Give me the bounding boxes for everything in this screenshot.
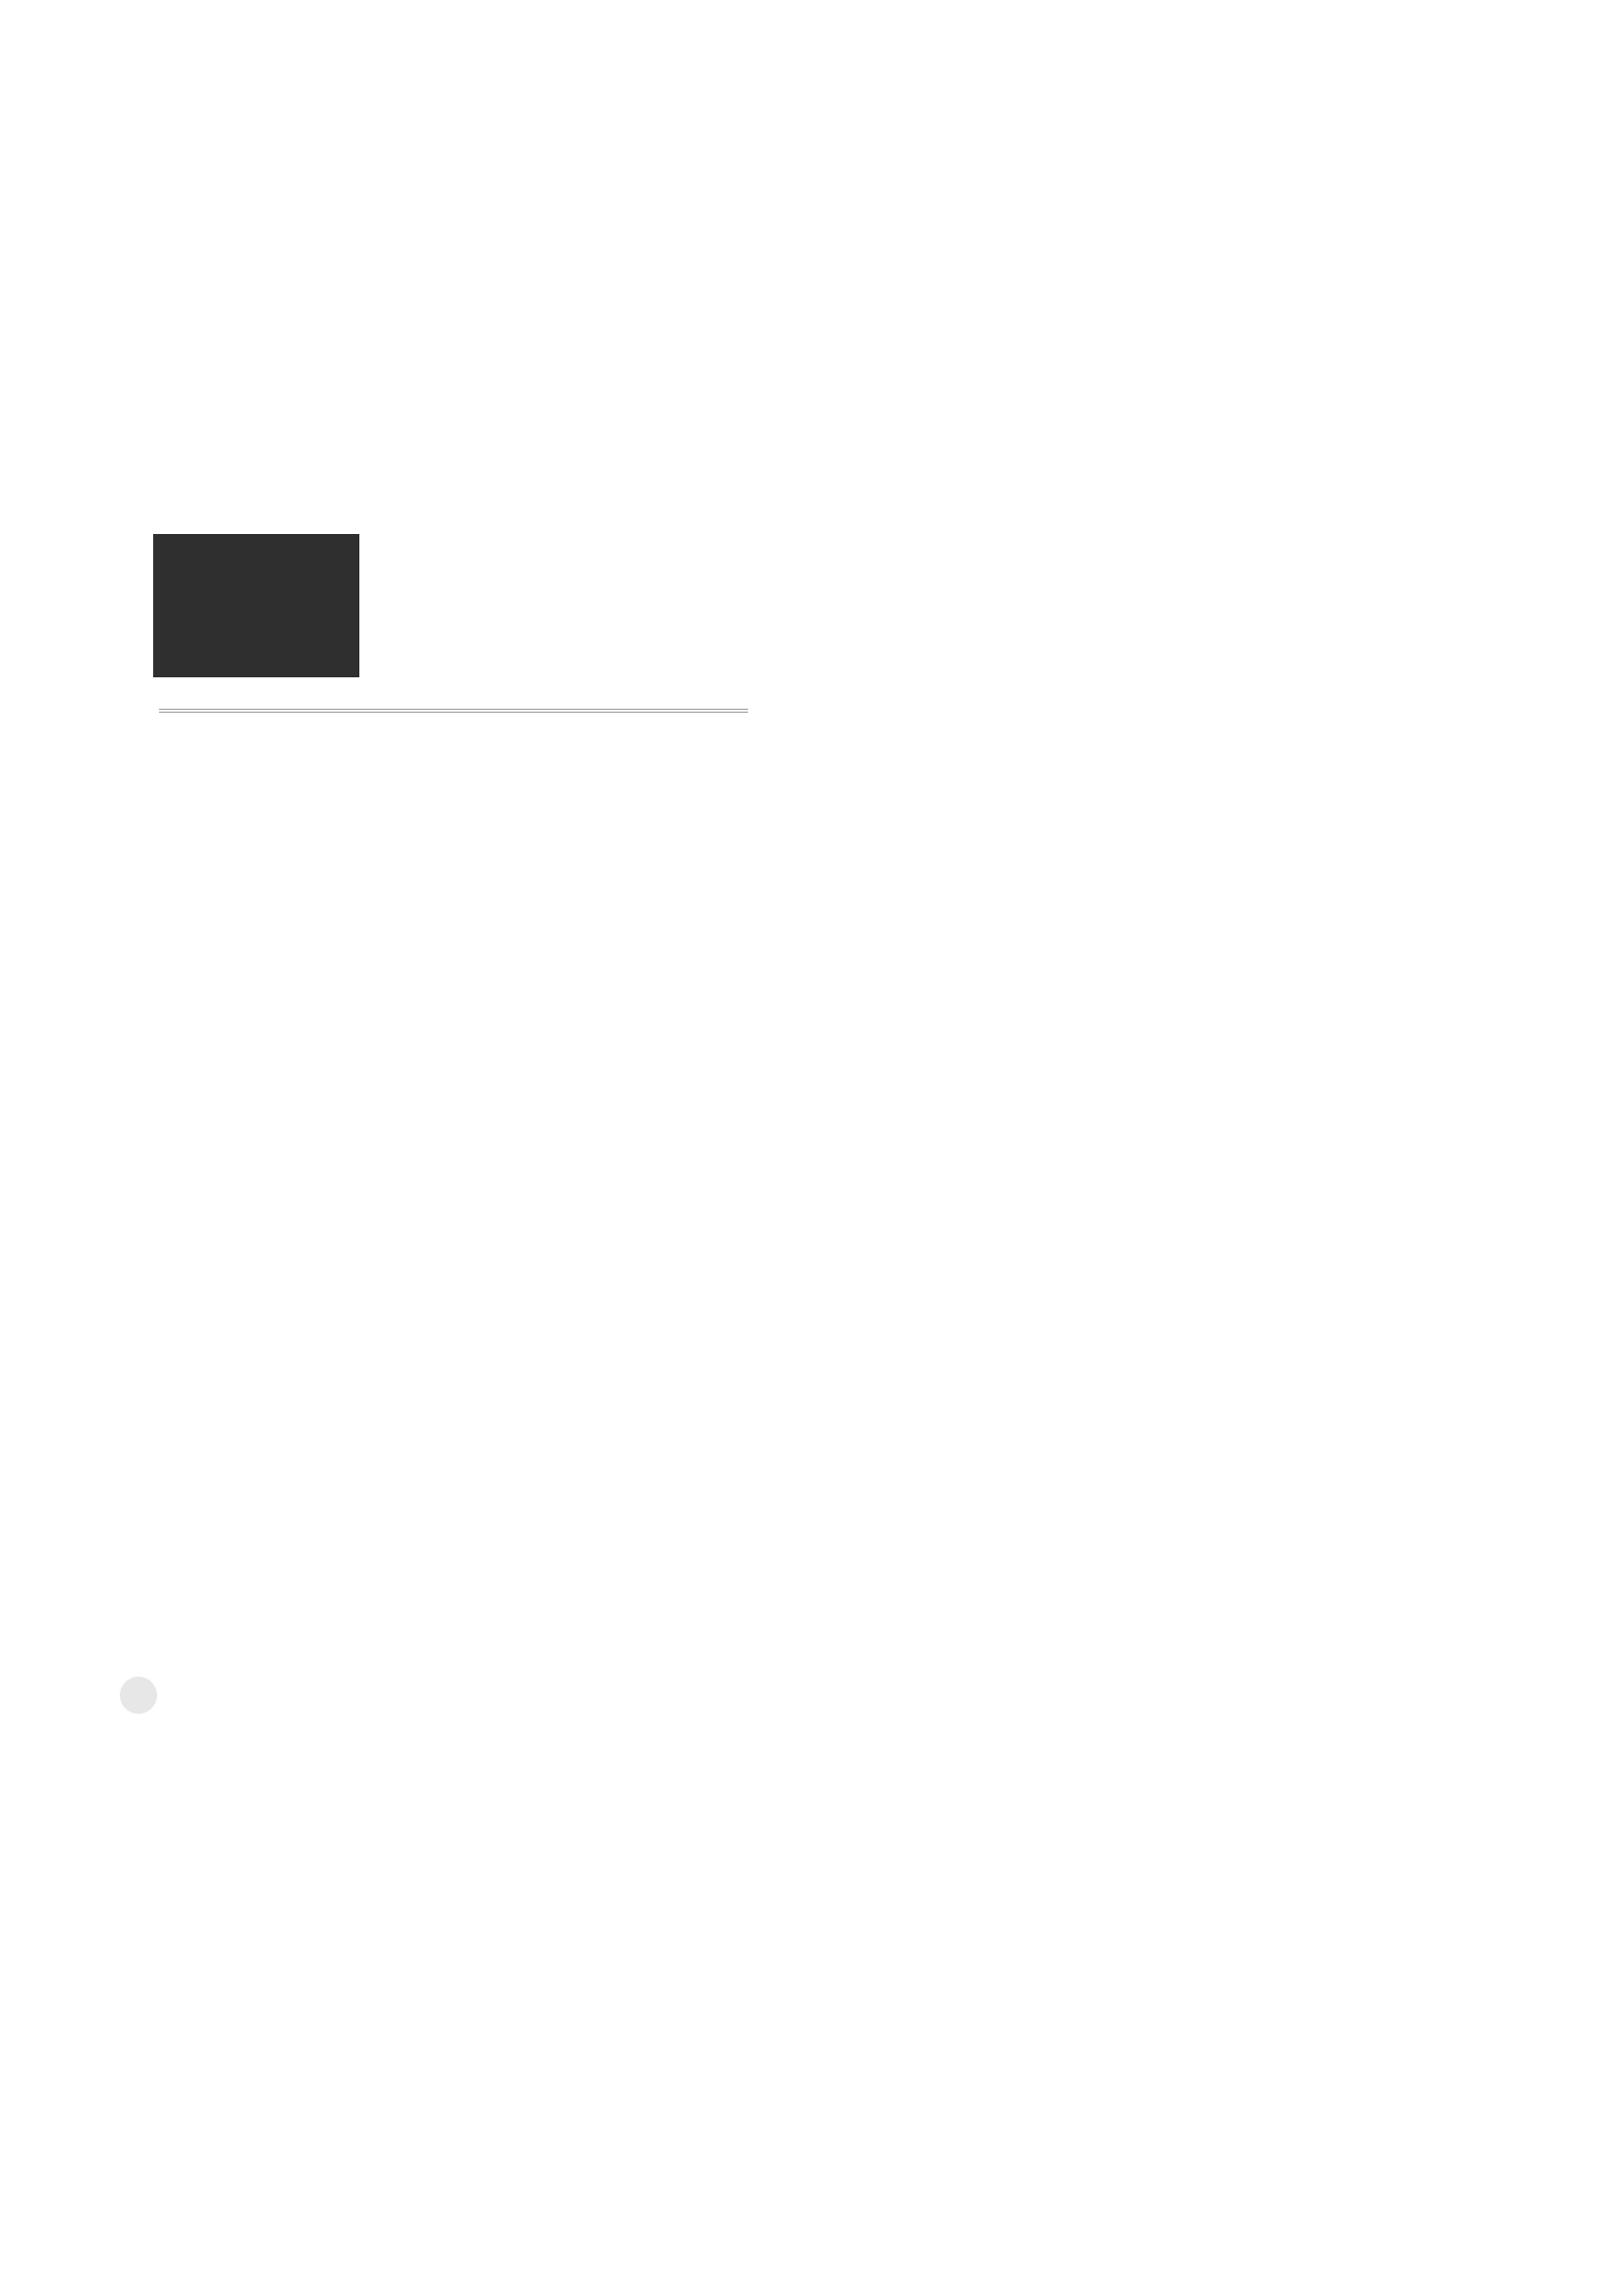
- specifications-table-head: [159, 707, 748, 713]
- table-subheader-row: [159, 710, 748, 713]
- table-submodel-3: [513, 710, 630, 713]
- specifications-table: [159, 707, 748, 713]
- left-page-number: [120, 1677, 157, 1714]
- table-subheader-empty: [159, 710, 277, 713]
- right-page: [812, 0, 1624, 2296]
- table-submodel-4: [630, 710, 748, 713]
- table-submodel-2: [395, 710, 513, 713]
- table-submodel-1: [277, 710, 395, 713]
- language-tab: [153, 534, 359, 677]
